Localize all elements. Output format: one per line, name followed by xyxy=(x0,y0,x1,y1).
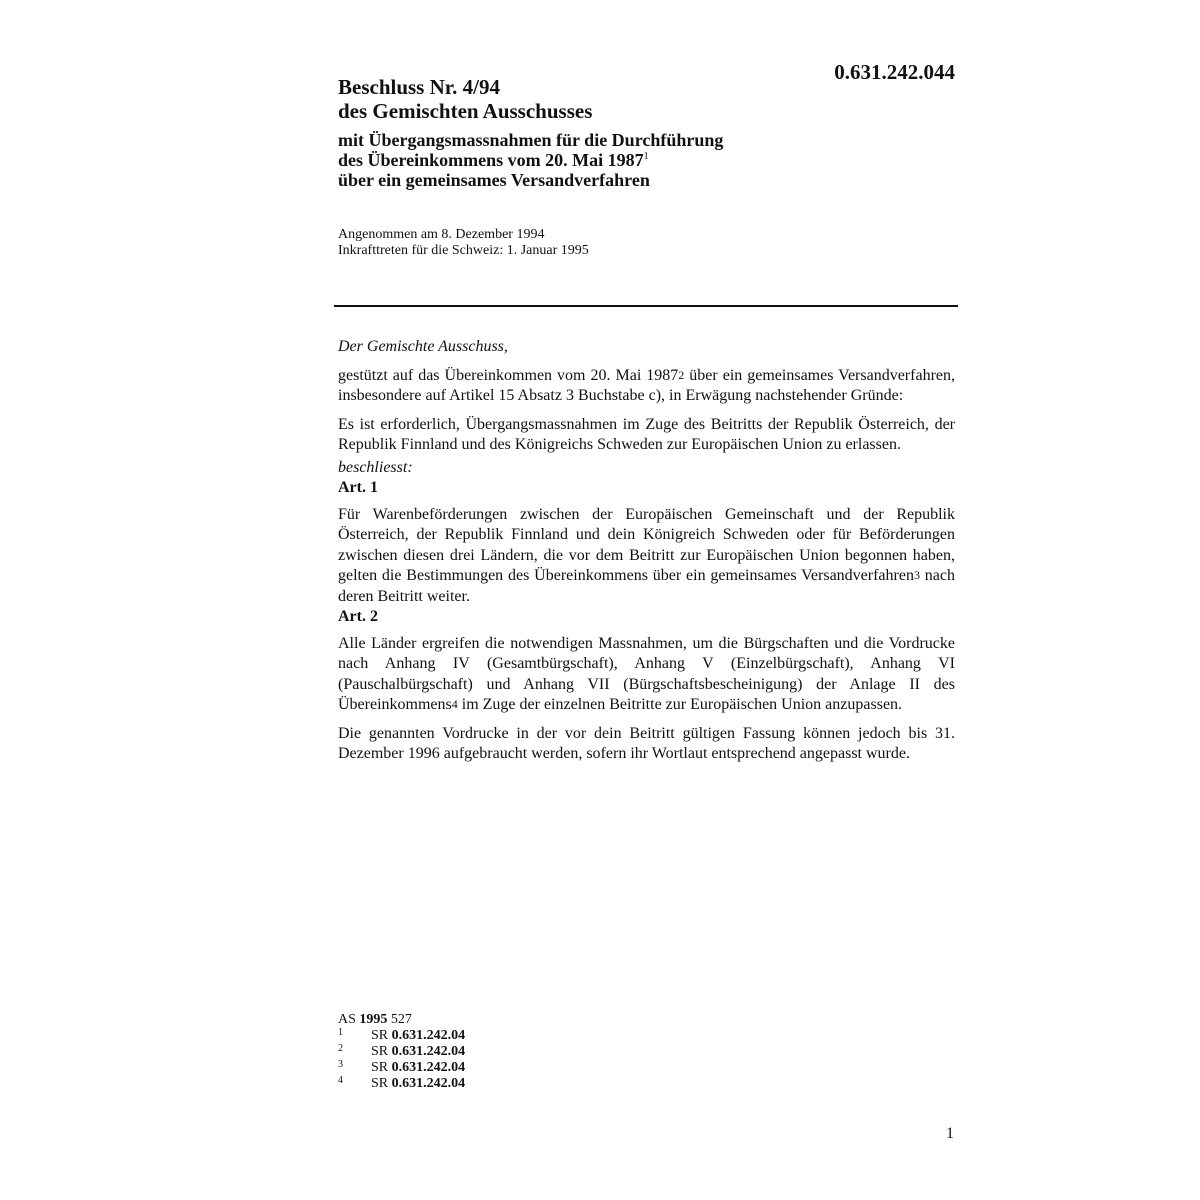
subtitle-line-2 xyxy=(338,150,938,170)
title-line-2: des Gemischten Ausschusses xyxy=(338,99,593,123)
document-body xyxy=(338,337,955,765)
subtitle-line-1: mit Übergangsmassnahmen für die Durchführung xyxy=(338,130,724,150)
header-divider xyxy=(334,305,958,307)
preamble-basis-part1: gestützt auf das Übereinkommen vom 20. Mai 1987 xyxy=(338,366,679,384)
article-2-para-1-part1: Alle Länder ergreifen die notwendigen Massnahmen, um die Bürgschaften und die Vordrucke nach Anhang IV (Gesamtbürgschaft), Anhang V (Einzelbürgschaft), Anhang VI (Pauschalbürgschaft) und Anhang VII (Bürgschaftsbescheinigung) der Anlage II des Übereinkommens xyxy=(338,634,955,713)
footnote-number: 2 xyxy=(338,1043,343,1054)
article-1-text-part2: nach deren Beitritt weiter. xyxy=(338,567,956,605)
article-2-heading: Art. 2 xyxy=(338,608,378,625)
footnote-sr-link[interactable]: 0.631.242.04 xyxy=(391,1060,466,1075)
article-2-para-1-part2: im Zuge der einzelnen Beitritte zur Europäischen Union anzupassen. xyxy=(457,696,903,713)
preamble-committee: Der Gemischte Ausschuss, xyxy=(338,338,508,355)
page-number: 1 xyxy=(946,1125,954,1142)
preamble-basis xyxy=(338,366,955,407)
article-2-para-1 xyxy=(338,634,955,716)
title-line-1: Beschluss Nr. 4/94 xyxy=(338,75,501,99)
footnote-number: 1 xyxy=(338,1027,343,1038)
footnote-prefix: SR xyxy=(371,1060,389,1075)
footnote-sr-link[interactable]: 0.631.242.04 xyxy=(391,1076,466,1091)
subtitle xyxy=(338,130,938,190)
article-1-text-part1: Für Warenbeförderungen zwischen der Europäischen Gemeinschaft und der Republik Österreich, der Republik Finnland und dein Königreich Schweden oder für Beförderungen zwischen diesen drei Ländern, die vor dem Beitritt zur Europäischen Union begonnen haben, gelten die Bestimmungen des Übereinkommens über ein gemeinsames Versandverfahren xyxy=(338,505,955,584)
entry-into-force: Inkrafttreten für die Schweiz: 1. Januar 1995 xyxy=(338,243,589,258)
preamble-decides: beschliesst: xyxy=(338,458,413,476)
footnote-prefix: SR xyxy=(371,1028,389,1043)
footnote-prefix: SR xyxy=(371,1044,389,1059)
footnote-prefix: SR xyxy=(371,1076,389,1091)
footnote-sr-link[interactable]: 0.631.242.04 xyxy=(391,1028,466,1043)
footnote-sr-link[interactable]: 0.631.242.04 xyxy=(391,1044,466,1059)
article-2-para-2: Die genannten Vordrucke in der vor dein Beitritt gültigen Fassung können jedoch bis 31. Dezember 1996 aufgebraucht werden, sofern ihr Wortlaut entsprechend angepasst wurde. xyxy=(338,724,955,762)
as-page: 527 xyxy=(390,1012,412,1027)
preamble-reason: Es ist erforderlich, Übergangsmassnahmen im Zuge des Beitritts der Republik Österreich, der Republik Finnland und des Königreichs Schweden zur Europäischen Union zu erlassen. xyxy=(338,415,955,453)
footnote-number: 4 xyxy=(338,1075,343,1086)
footnote-number: 3 xyxy=(338,1059,343,1070)
footnote-item xyxy=(338,1076,465,1092)
footnote-ref-1[interactable]: 1 xyxy=(643,151,649,162)
footnotes xyxy=(338,1012,465,1092)
article-1-text xyxy=(338,505,955,608)
article-1-heading: Art. 1 xyxy=(338,479,378,496)
footnote-ref-2[interactable]: 2 xyxy=(678,367,685,382)
as-year: 1995 xyxy=(359,1012,388,1027)
sr-number: 0.631.242.044 xyxy=(834,60,955,84)
footnote-ref-4[interactable]: 4 xyxy=(451,697,458,711)
adoption-info xyxy=(338,227,589,259)
footnote-ref-3[interactable]: 3 xyxy=(913,568,920,582)
subtitle-line-2-text: des Übereinkommens vom 20. Mai 1987 xyxy=(338,150,644,170)
as-prefix: AS xyxy=(338,1012,356,1027)
preamble-basis-part2: über ein gemeinsames Versandverfahren, insbesondere auf Artikel 15 Absatz 3 Buchstabe c), in Erwägung nachstehender Gründe: xyxy=(338,366,955,404)
subtitle-line-3: über ein gemeinsames Versandverfahren xyxy=(338,170,650,190)
title-block xyxy=(338,75,938,190)
adoption-date: Angenommen am 8. Dezember 1994 xyxy=(338,227,545,242)
